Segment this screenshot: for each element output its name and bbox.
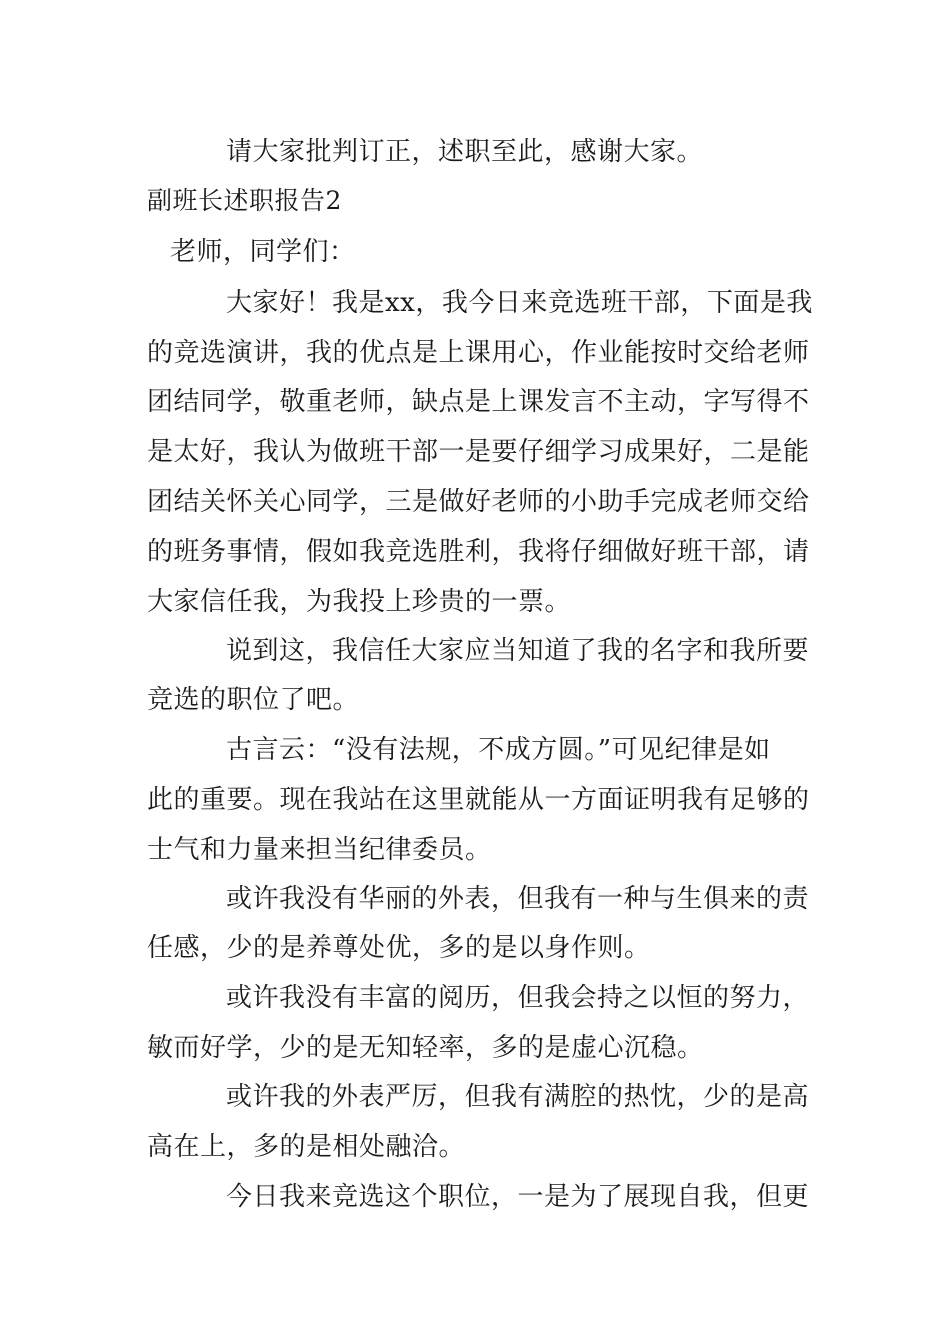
body-line: 的班务事情，假如我竞选胜利，我将仔细做好班干部，请 bbox=[147, 537, 810, 567]
closing-line: 请大家批判订正，述职至此，感谢大家。 bbox=[226, 137, 704, 167]
body-line: 的竞选演讲，我的优点是上课用心，作业能按时交给老师 bbox=[147, 338, 810, 368]
body-line: 古言云：“没有法规，不成方圆。”可见纪律是如 bbox=[226, 735, 771, 765]
body-line: 高在上，多的是相处融洽。 bbox=[147, 1132, 466, 1162]
body-line: 此的重要。现在我站在这里就能从一方面证明我有足够的 bbox=[147, 785, 810, 815]
body-line: 说到这，我信任大家应当知道了我的名字和我所要 bbox=[226, 636, 810, 666]
body-line: 今日我来竞选这个职位，一是为了展现自我，但更 bbox=[226, 1182, 810, 1212]
body-line: 竞选的职位了吧。 bbox=[147, 685, 360, 715]
body-line: 团结关怀关心同学，三是做好老师的小助手完成老师交给 bbox=[147, 487, 810, 517]
body-line: 大家好！我是xx，我今日来竞选班干部，下面是我 bbox=[226, 288, 813, 318]
body-line: 或许我没有华丽的外表，但我有一种与生俱来的责 bbox=[226, 884, 810, 914]
body-line: 或许我没有丰富的阅历，但我会持之以恒的努力， bbox=[226, 983, 810, 1013]
body-line: 团结同学，敬重老师，缺点是上课发言不主动，字写得不 bbox=[147, 387, 810, 417]
salutation: 老师，同学们： bbox=[170, 237, 356, 267]
body-line: 或许我的外表严厉，但我有满腔的热忱，少的是高 bbox=[226, 1082, 810, 1112]
body-line: 是太好，我认为做班干部一是要仔细学习成果好，二是能 bbox=[147, 437, 810, 467]
body-line: 大家信任我，为我投上珍贵的一票。 bbox=[147, 587, 572, 617]
body-line: 士气和力量来担当纪律委员。 bbox=[147, 835, 492, 865]
body-line: 敏而好学，少的是无知轻率，多的是虚心沉稳。 bbox=[147, 1033, 704, 1063]
body-line: 任感，少的是养尊处优，多的是以身作则。 bbox=[147, 933, 651, 963]
section-title: 副班长述职报告2 bbox=[147, 186, 342, 215]
